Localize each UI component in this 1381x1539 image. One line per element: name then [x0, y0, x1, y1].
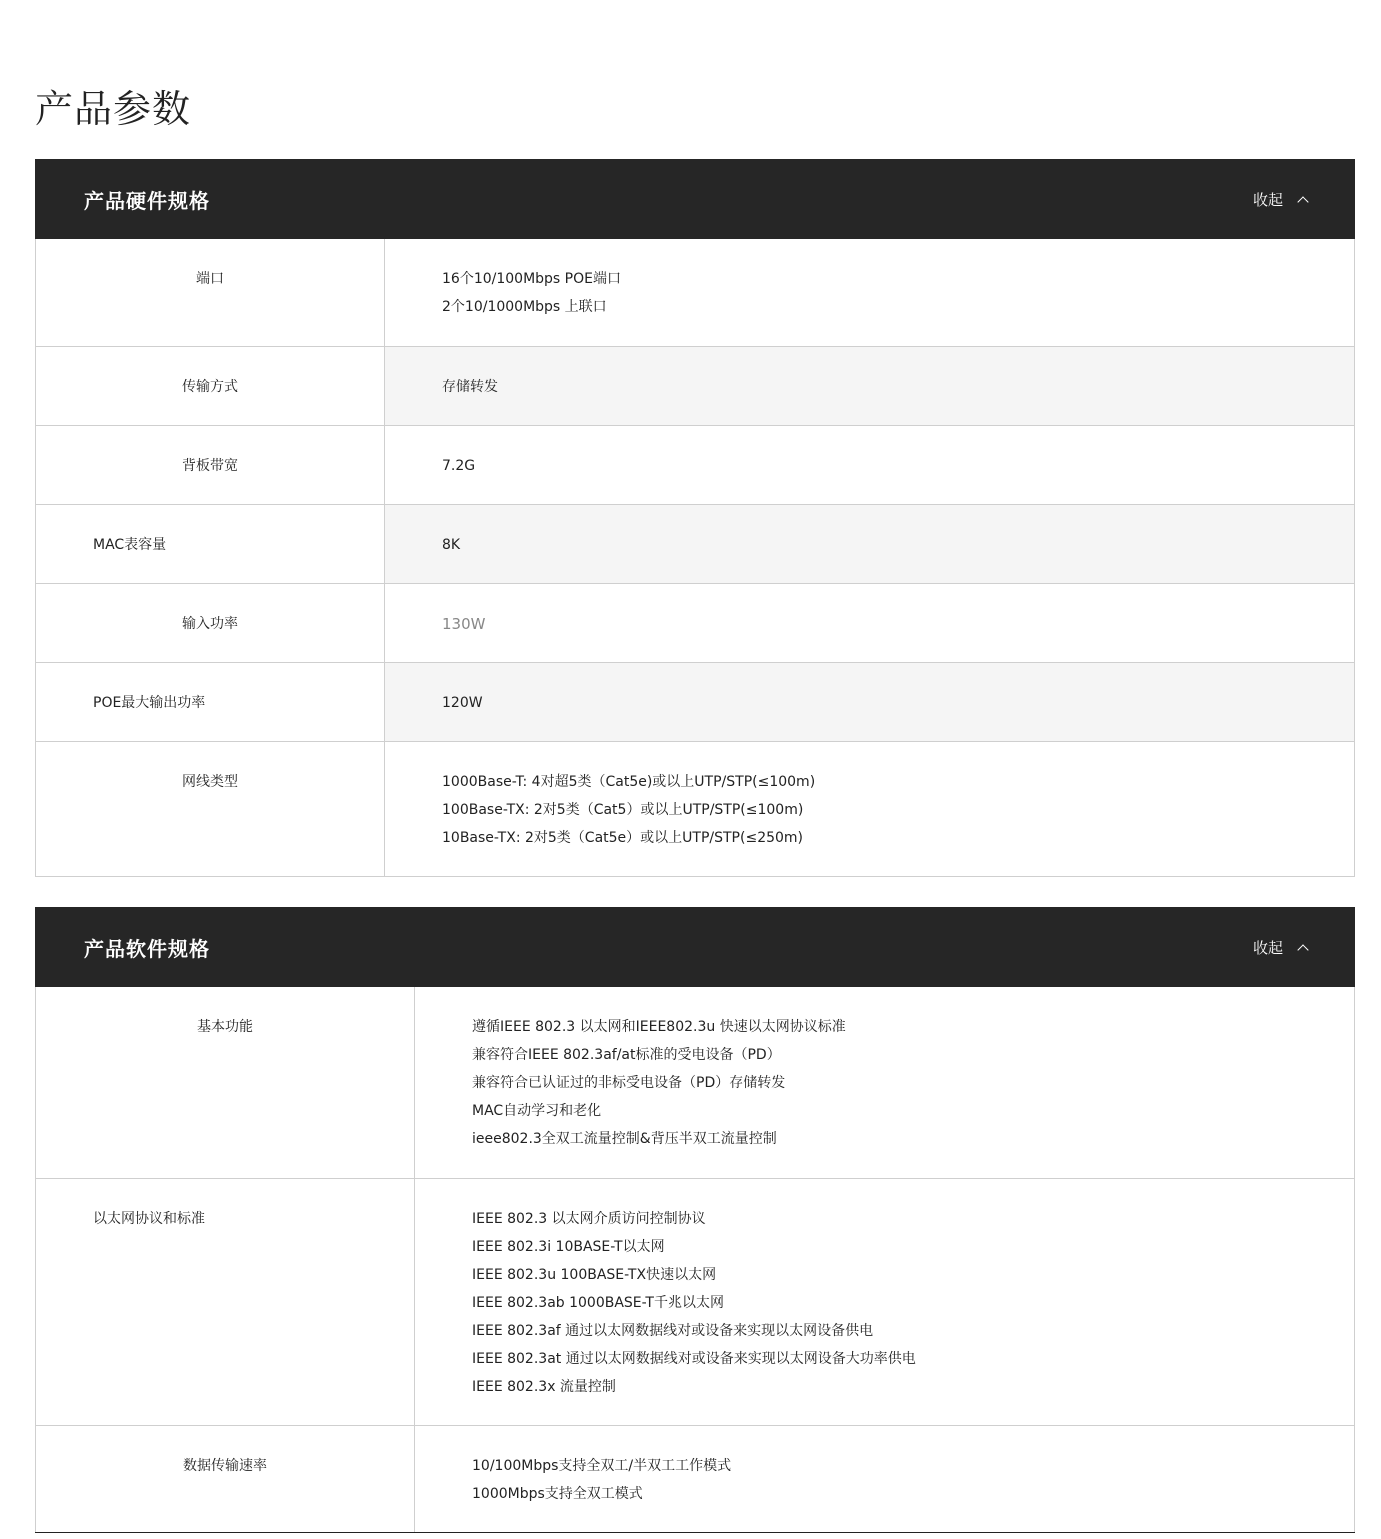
spec-key: 输入功率: [36, 583, 385, 662]
table-row: [36, 987, 1355, 1178]
hardware-spec-header: [35, 159, 1355, 239]
spec-value-line: 1000Mbps支持全双工模式: [472, 1485, 643, 1502]
table-row: [36, 583, 1355, 662]
chevron-up-icon: [1297, 196, 1308, 207]
software-spec-title: 产品软件规格: [84, 936, 210, 961]
spec-value-line: 100Base-TX: 2对5类（Cat5）或以上UTP/STP(≤100m): [442, 801, 804, 818]
spec-value-line: 8K: [442, 536, 461, 553]
spec-value-line: IEEE 802.3x 流量控制: [472, 1378, 616, 1395]
table-row: [36, 239, 1355, 346]
hardware-collapse-button[interactable]: [1253, 189, 1307, 210]
spec-value-line: 遵循IEEE 802.3 以太网和IEEE802.3u 快速以太网协议标准: [472, 1019, 846, 1035]
spec-value-line: IEEE 802.3at 通过以太网数据线对或设备来实现以太网设备大功率供电: [472, 1350, 916, 1367]
page-title: 产品参数: [35, 87, 192, 131]
table-row: [36, 1425, 1355, 1532]
chevron-up-icon: [1297, 944, 1308, 955]
collapse-label: 收起: [1252, 190, 1283, 209]
table-row: [36, 346, 1355, 425]
software-collapse-button[interactable]: [1253, 937, 1307, 958]
spec-value-line: IEEE 802.3af 通过以太网数据线对或设备来实现以太网设备供电: [472, 1322, 874, 1339]
spec-key: 网线类型: [36, 741, 385, 876]
hardware-spec-table: [35, 239, 1355, 877]
collapse-label: 收起: [1252, 938, 1283, 957]
spec-value: [385, 741, 1355, 876]
hardware-spec-panel: [35, 159, 1355, 877]
table-row: [36, 504, 1355, 583]
spec-value-line: 16个10/100Mbps POE端口: [442, 271, 621, 287]
spec-value: [385, 239, 1355, 346]
spec-key: 背板带宽: [36, 425, 385, 504]
spec-key: MAC表容量: [36, 504, 385, 583]
spec-value: [415, 987, 1355, 1178]
hardware-spec-title: 产品硬件规格: [84, 188, 210, 213]
spec-value: [385, 346, 1355, 425]
table-row: [36, 662, 1355, 741]
software-spec-header: [35, 907, 1355, 987]
spec-key: 以太网协议和标准: [36, 1178, 415, 1425]
spec-value: [415, 1425, 1355, 1532]
spec-value-line: IEEE 802.3u 100BASE-TX快速以太网: [472, 1266, 717, 1283]
software-spec-panel: [35, 907, 1355, 1533]
spec-value-line: 130W: [442, 614, 486, 633]
spec-key: 数据传输速率: [36, 1425, 415, 1532]
spec-key: 传输方式: [36, 346, 385, 425]
spec-value-line: 10/100Mbps支持全双工/半双工工作模式: [472, 1457, 732, 1474]
spec-value: [385, 425, 1355, 504]
spec-value-line: 兼容符合IEEE 802.3af/at标准的受电设备（PD）: [472, 1047, 781, 1063]
spec-value-line: 10Base-TX: 2对5类（Cat5e）或以上UTP/STP(≤250m): [442, 829, 804, 846]
spec-key: 端口: [36, 239, 385, 346]
table-row: [36, 741, 1355, 876]
spec-key: POE最大输出功率: [36, 662, 385, 741]
spec-value-line: 2个10/1000Mbps 上联口: [442, 299, 607, 315]
spec-value-line: IEEE 802.3i 10BASE-T以太网: [472, 1238, 665, 1255]
spec-value-line: IEEE 802.3 以太网介质访问控制协议: [472, 1210, 706, 1227]
table-row: [36, 425, 1355, 504]
spec-value-line: 120W: [442, 694, 483, 711]
spec-value-line: ieee802.3全双工流量控制&背压半双工流量控制: [472, 1131, 777, 1147]
spec-value-line: MAC自动学习和老化: [472, 1103, 602, 1119]
spec-value-line: 1000Base-T: 4对超5类（Cat5e)或以上UTP/STP(≤100m): [442, 773, 816, 790]
spec-value: [385, 662, 1355, 741]
spec-value-line: 7.2G: [442, 457, 476, 474]
spec-value-line: 兼容符合已认证过的非标受电设备（PD）存储转发: [472, 1075, 786, 1091]
software-spec-table: [35, 987, 1355, 1533]
table-row: [36, 1178, 1355, 1425]
spec-value: [415, 1178, 1355, 1425]
spec-value: [385, 504, 1355, 583]
spec-value-line: 存储转发: [442, 378, 498, 395]
spec-value: [385, 583, 1355, 662]
spec-key: 基本功能: [36, 987, 415, 1178]
spec-value-line: IEEE 802.3ab 1000BASE-T千兆以太网: [472, 1294, 724, 1311]
